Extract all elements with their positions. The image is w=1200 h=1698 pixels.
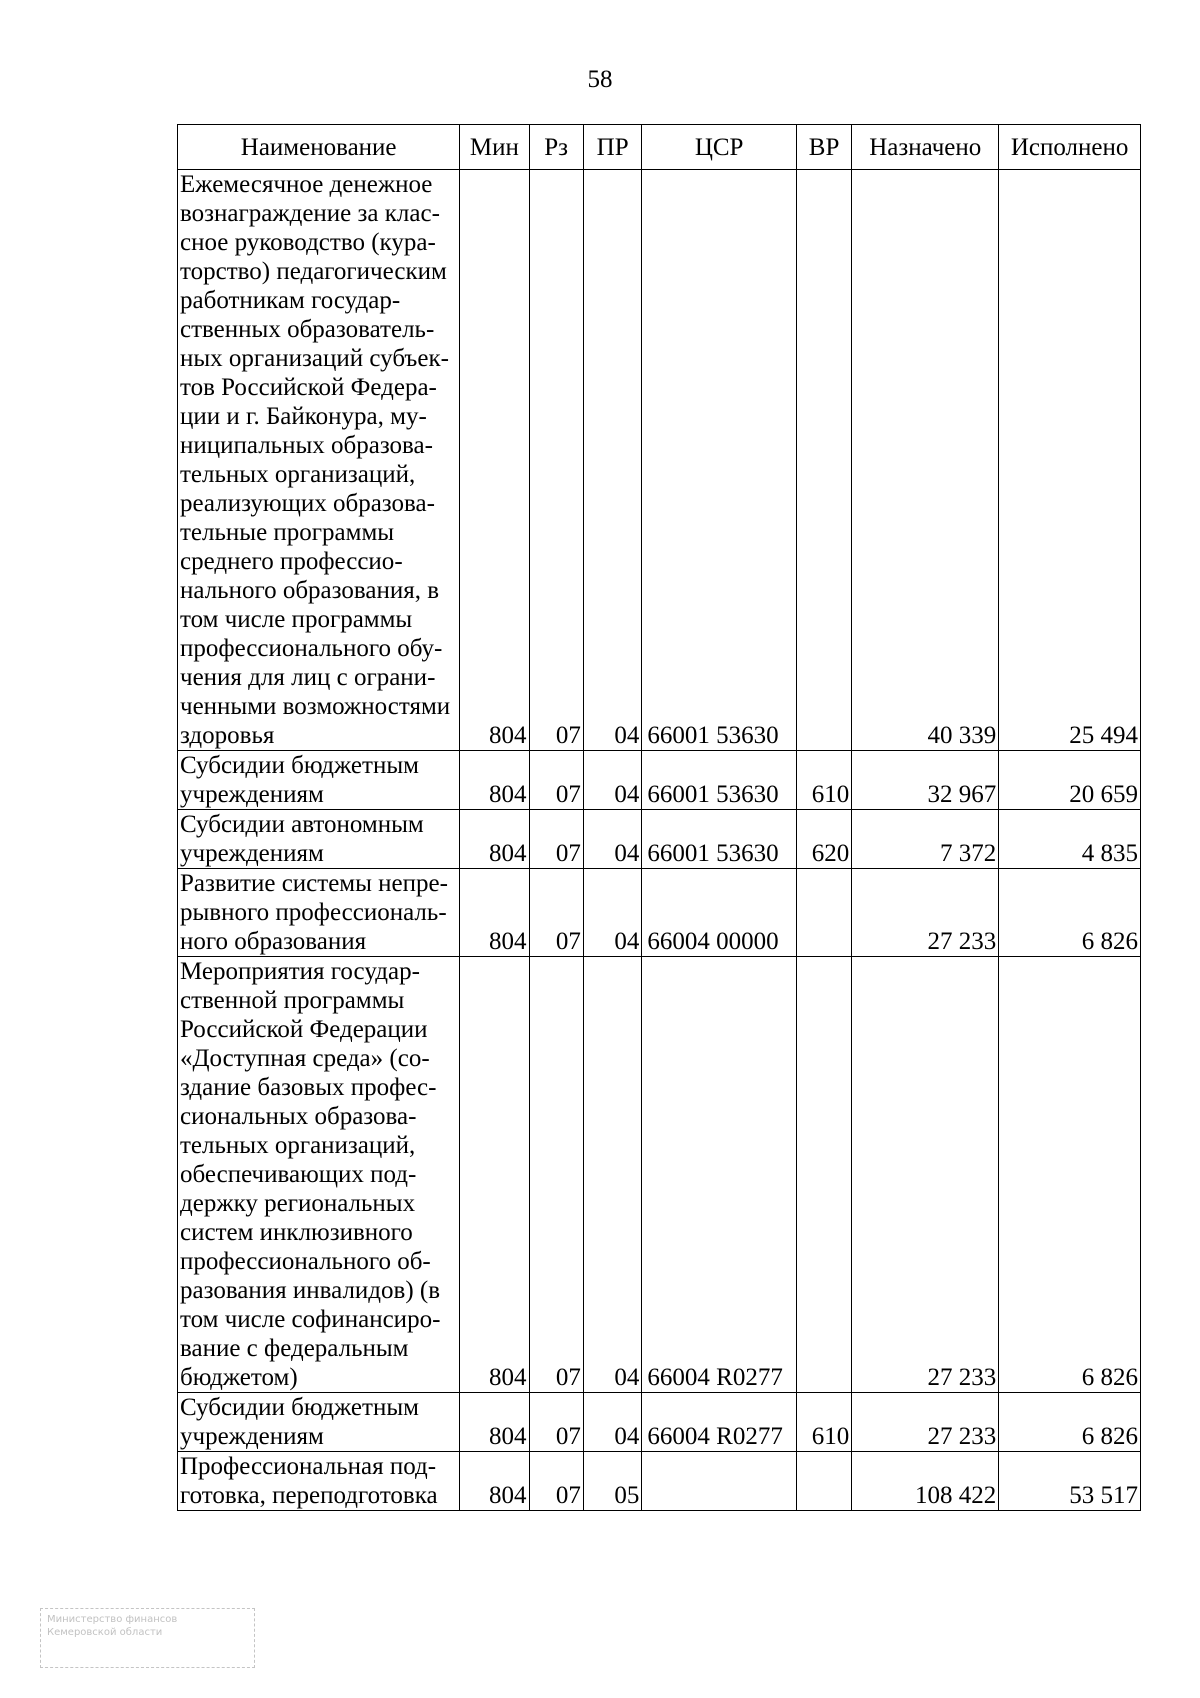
row-rz: 07 (529, 957, 583, 1393)
table-row (178, 957, 1141, 1393)
row-pr: 05 (583, 1452, 642, 1511)
row-executed: 25 494 (999, 170, 1141, 751)
row-pr: 04 (583, 751, 642, 810)
row-executed: 53 517 (999, 1452, 1141, 1511)
row-executed: 6 826 (999, 869, 1141, 957)
table-row (178, 869, 1141, 957)
row-assigned: 108 422 (852, 1452, 999, 1511)
table-row (178, 1393, 1141, 1452)
row-csr: 66004 00000 (642, 869, 796, 957)
row-csr: 66001 53630 (642, 810, 796, 869)
row-rz: 07 (529, 1452, 583, 1511)
row-rz: 07 (529, 170, 583, 751)
row-min: 804 (460, 170, 529, 751)
row-executed: 4 835 (999, 810, 1141, 869)
row-min: 804 (460, 810, 529, 869)
row-csr: 66001 53630 (642, 751, 796, 810)
row-csr: 66004 R0277 (642, 957, 796, 1393)
row-vr (796, 1452, 851, 1511)
header-pr: ПР (583, 125, 642, 170)
row-vr (796, 957, 851, 1393)
row-min: 804 (460, 957, 529, 1393)
header-vr: ВР (796, 125, 851, 170)
row-executed: 20 659 (999, 751, 1141, 810)
header-rz: Рз (529, 125, 583, 170)
row-rz: 07 (529, 1393, 583, 1452)
table-row (178, 170, 1141, 751)
row-name: Субсидии бюджетным учреждениям (178, 751, 460, 810)
row-pr: 04 (583, 957, 642, 1393)
table-row (178, 810, 1141, 869)
table-header-row (178, 125, 1141, 170)
row-rz: 07 (529, 810, 583, 869)
stamp-line: Министерство финансов (47, 1614, 178, 1625)
row-pr: 04 (583, 1393, 642, 1452)
row-vr (796, 170, 851, 751)
row-name: Ежемесячное денежное вознаграждение за классное руководство (кураторство) педагогическим работникам государственных образовательных организаций субъектов Российской Федерации и г. Байконура, муниципальных образовательных организаций, реализующих образовательные программы среднего профессионального образования, в том числе программы профессионального обучения для лиц с ограниченными возможностями здоровья (178, 170, 460, 751)
row-name: Развитие системы непрерывного профессионального образования (178, 869, 460, 957)
row-rz: 07 (529, 869, 583, 957)
row-min: 804 (460, 869, 529, 957)
row-vr: 620 (796, 810, 851, 869)
row-name: Субсидии бюджетным учреждениям (178, 1393, 460, 1452)
row-rz: 07 (529, 751, 583, 810)
row-executed: 6 826 (999, 957, 1141, 1393)
row-vr: 610 (796, 1393, 851, 1452)
header-min: Мин (460, 125, 529, 170)
row-name: Субсидии автономным учреждениям (178, 810, 460, 869)
row-pr: 04 (583, 869, 642, 957)
table-row (178, 751, 1141, 810)
row-assigned: 27 233 (852, 957, 999, 1393)
budget-table (177, 124, 1141, 1511)
row-csr (642, 1452, 796, 1511)
row-csr: 66001 53630 (642, 170, 796, 751)
row-vr (796, 869, 851, 957)
row-min: 804 (460, 1393, 529, 1452)
row-csr: 66004 R0277 (642, 1393, 796, 1452)
row-executed: 6 826 (999, 1393, 1141, 1452)
table-row (178, 1452, 1141, 1511)
row-assigned: 27 233 (852, 1393, 999, 1452)
header-csr: ЦСР (642, 125, 796, 170)
row-name: Мероприятия государственной программы Российской Федерации «Доступная среда» (создание базовых профессиональных образовательных организаций, обеспечивающих поддержку региональных систем инклюзивного профессионального образования инвалидов) (в том числе софинансирование с федеральным бюджетом) (178, 957, 460, 1393)
header-executed: Исполнено (999, 125, 1141, 170)
faded-stamp (40, 1608, 255, 1668)
row-pr: 04 (583, 170, 642, 751)
row-assigned: 7 372 (852, 810, 999, 869)
row-vr: 610 (796, 751, 851, 810)
stamp-line: Кемеровской области (47, 1627, 163, 1638)
row-assigned: 40 339 (852, 170, 999, 751)
page-number: 58 (587, 66, 613, 93)
row-min: 804 (460, 751, 529, 810)
row-assigned: 27 233 (852, 869, 999, 957)
header-assigned: Назначено (852, 125, 999, 170)
row-name: Профессиональная подготовка, переподготовка (178, 1452, 460, 1511)
row-min: 804 (460, 1452, 529, 1511)
row-assigned: 32 967 (852, 751, 999, 810)
header-name: Наименование (178, 125, 460, 170)
row-pr: 04 (583, 810, 642, 869)
